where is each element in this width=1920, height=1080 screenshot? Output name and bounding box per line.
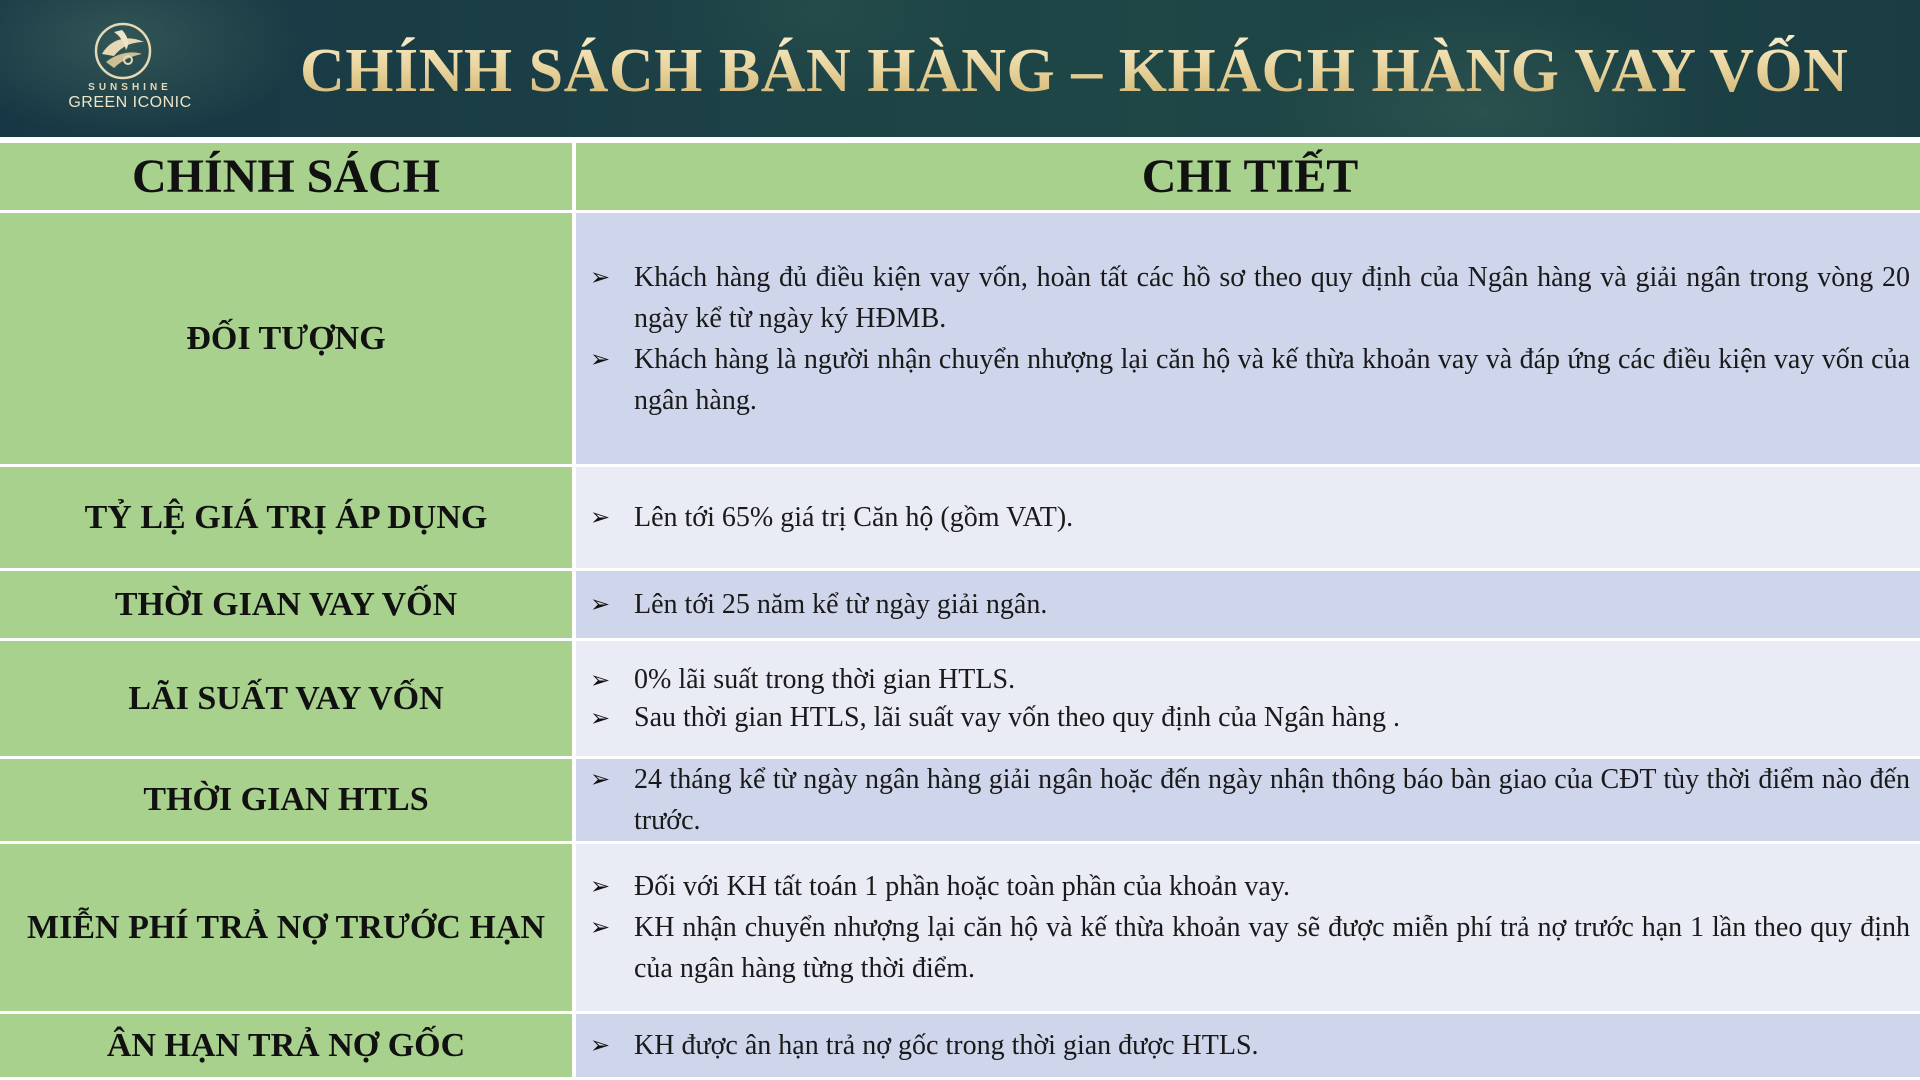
row-label: TỶ LỆ GIÁ TRỊ ÁP DỤNG xyxy=(0,467,576,568)
bullet-text: KH được ân hạn trả nợ gốc trong thời gian được HTLS. xyxy=(634,1030,1259,1061)
list-item xyxy=(590,661,1910,699)
arrowhead-bullet-icon: ➢ xyxy=(590,765,611,793)
arrowhead-bullet-icon: ➢ xyxy=(590,503,611,531)
logo-text-top: SUNSHINE xyxy=(88,82,172,93)
table-row xyxy=(0,467,1920,571)
list-item xyxy=(590,699,1910,737)
arrowhead-bullet-icon: ➢ xyxy=(590,913,611,941)
table-row xyxy=(0,844,1920,1014)
list-item xyxy=(590,497,1910,538)
arrowhead-bullet-icon: ➢ xyxy=(590,665,611,694)
page-title: CHÍNH SÁCH BÁN HÀNG – KHÁCH HÀNG VAY VỐN xyxy=(300,28,1900,114)
table-row xyxy=(0,213,1920,467)
arrowhead-bullet-icon: ➢ xyxy=(590,590,611,618)
row-detail xyxy=(576,571,1920,638)
sunshine-leaf-emblem-icon xyxy=(92,20,154,82)
row-label: MIỄN PHÍ TRẢ NỢ TRƯỚC HẠN xyxy=(0,844,576,1011)
list-item xyxy=(590,1025,1910,1066)
row-detail xyxy=(576,759,1920,841)
column-header-policy: CHÍNH SÁCH xyxy=(0,143,576,210)
bullet-text: 24 tháng kể từ ngày ngân hàng giải ngân hoặc đến ngày nhận thông báo bàn giao của CĐT tùy thời điểm nào đến trước. xyxy=(634,764,1910,836)
arrowhead-bullet-icon: ➢ xyxy=(590,262,611,291)
bullet-text: KH nhận chuyển nhượng lại căn hộ và kế thừa khoản vay sẽ được miễn phí trả nợ trước hạn 1 lần theo quy định của ngân hàng từng thời điểm. xyxy=(634,912,1910,984)
table-row xyxy=(0,1014,1920,1080)
bullet-text: Lên tới 65% giá trị Căn hộ (gồm VAT). xyxy=(634,502,1074,533)
arrowhead-bullet-icon: ➢ xyxy=(590,1031,611,1059)
row-label: ÂN HẠN TRẢ NỢ GỐC xyxy=(0,1014,576,1077)
bullet-text: Lên tới 25 năm kể từ ngày giải ngân. xyxy=(634,589,1048,620)
row-detail xyxy=(576,641,1920,756)
list-item xyxy=(590,866,1910,907)
column-header-detail: CHI TIẾT xyxy=(576,143,1920,210)
table-row xyxy=(0,759,1920,844)
bullet-text: Đối với KH tất toán 1 phần hoặc toàn phần của khoản vay. xyxy=(634,871,1291,902)
row-detail xyxy=(576,467,1920,568)
list-item xyxy=(590,759,1910,841)
table-row xyxy=(0,641,1920,759)
arrowhead-bullet-icon: ➢ xyxy=(590,703,611,732)
row-detail xyxy=(576,1014,1920,1077)
arrowhead-bullet-icon: ➢ xyxy=(590,872,611,900)
policy-table xyxy=(0,143,1920,1080)
row-label: LÃI SUẤT VAY VỐN xyxy=(0,641,576,756)
row-detail xyxy=(576,844,1920,1011)
header-banner xyxy=(0,0,1920,137)
bullet-text: Khách hàng là người nhận chuyển nhượng lại căn hộ và kế thừa khoản vay và đáp ứng các điều kiện vay vốn của ngân hàng. xyxy=(634,343,1910,416)
row-detail xyxy=(576,213,1920,464)
arrowhead-bullet-icon: ➢ xyxy=(590,344,611,373)
list-item xyxy=(590,339,1910,421)
brand-logo xyxy=(40,18,220,118)
bullet-text: 0% lãi suất trong thời gian HTLS. xyxy=(634,663,1016,695)
table-header-row xyxy=(0,143,1920,213)
row-label: THỜI GIAN HTLS xyxy=(0,759,576,841)
list-item xyxy=(590,257,1910,339)
logo-text-bottom: GREEN ICONIC xyxy=(68,94,192,111)
list-item xyxy=(590,907,1910,989)
list-item xyxy=(590,584,1910,625)
row-label: ĐỐI TƯỢNG xyxy=(0,213,576,464)
table-row xyxy=(0,571,1920,641)
bullet-text: Khách hàng đủ điều kiện vay vốn, hoàn tất các hồ sơ theo quy định của Ngân hàng và giải ngân trong vòng 20 ngày kể từ ngày ký HĐMB. xyxy=(634,261,1910,334)
bullet-text: Sau thời gian HTLS, lãi suất vay vốn theo quy định của Ngân hàng . xyxy=(634,701,1401,733)
row-label: THỜI GIAN VAY VỐN xyxy=(0,571,576,638)
